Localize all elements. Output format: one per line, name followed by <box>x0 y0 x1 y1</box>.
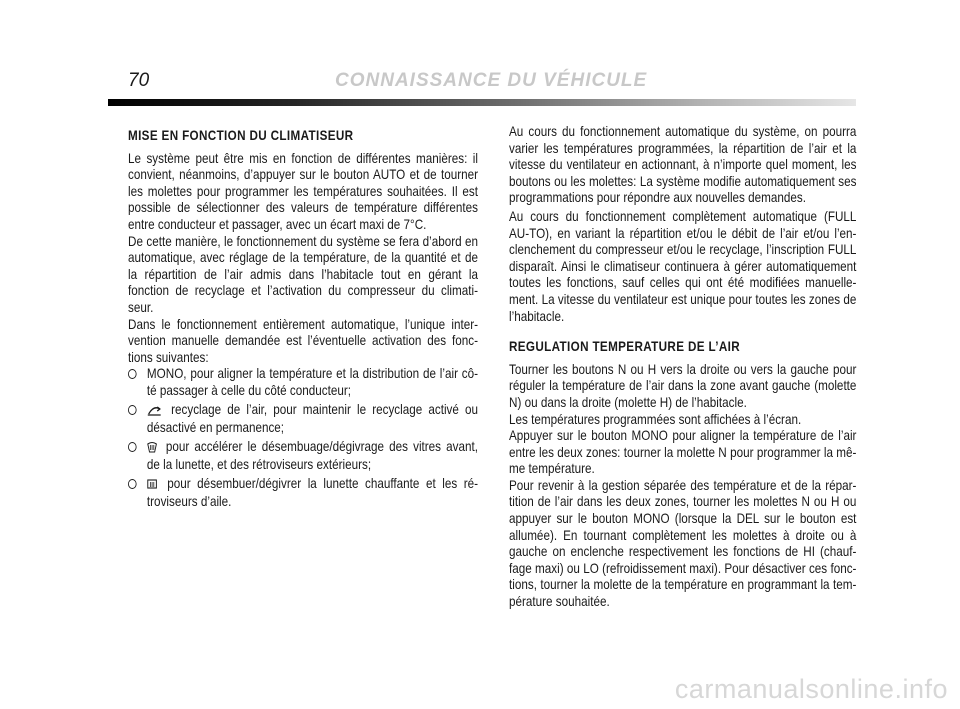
section-heading-regulation: REGULATION TEMPERATURE DE L’AIR <box>509 339 741 355</box>
list-item <box>128 402 478 437</box>
list-item-text: pour désembuer/dégivrer la lunette chauffante et les ré-troviseurs d’aile. <box>146 475 479 510</box>
rear-window-defrost-icon <box>147 478 157 495</box>
paragraph: Tourner les boutons N ou H vers la droite ou vers la gauche pour réguler la température de l’air dans la zone avant gauche (molette N) ou dans la droite (molette H) de l’habitacle. <box>509 361 857 410</box>
function-list <box>128 366 478 511</box>
paragraph: Dans le fonctionnement entièrement automatique, l’unique inter-vention manuelle demandée est l’éventuelle activation des fonc-tions suivantes: <box>128 316 479 365</box>
paragraph: Au cours du fonctionnement automatique du système, on pourra varier les températures programmées, la répartition de l’air et la vitesse du ventilateur en actionnant, à n’importe quel moment, les boutons ou les molettes: La système modifie automatiquement ses programmations pour répondre aux nouvelles demandes. <box>509 124 857 206</box>
recirculation-icon <box>147 404 162 421</box>
list-item-text: recyclage de l’air, pour maintenir le recyclage activé ou désactivé en permanence; <box>146 401 479 436</box>
paragraph: Au cours du fonctionnement complètement automatique (FULL AU-TO), en variant la répartition et/ou le débit de l’air et/ou l’en-clenchement du compresseur et/ou le recyclage, l’inscription FULL disparaît. Ainsi le climatiseur continuera à gérer automatiquement toutes les fonctions, sauf celles qui ont été modifiées manuelle-ment. La vitesse du ventilateur est unique pour toutes les zones de l’habitacle. <box>509 208 857 324</box>
bullet-circle-icon <box>128 405 137 415</box>
header-rule <box>108 99 856 106</box>
left-column <box>128 124 478 513</box>
list-item <box>128 439 478 474</box>
right-column <box>509 124 856 611</box>
paragraph: Pour revenir à la gestion séparée des température et de la répar-tition de l’air dans les deux zones, tourner les molettes N ou H ou appuyer sur le bouton MONO (lorsque la DEL sur le bouton est allumée). En tournant complètement les molettes à droite ou à gauche on enclenche respectivement les fonctions de HI (chauf-fage maxi) ou LO (refroidissement maxi). Pour désactiver ces fonc-tions, tourner la molette de la température en programmant la tem-pérature souhaitée. <box>509 477 857 610</box>
list-item-text: pour accélérer le désembuage/dégivrage des vitres avant, de la lunette, et des rétroviseurs extérieurs; <box>146 438 479 473</box>
bullet-circle-icon <box>128 479 137 489</box>
paragraph: Appuyer sur le bouton MONO pour aligner la température de l’air entre les deux zones: tourner la molette N pour programmer la mê-me température. <box>509 428 857 477</box>
bullet-circle-icon <box>128 369 137 379</box>
running-title: CONNAISSANCE DU VÉHICULE <box>335 70 648 91</box>
paragraph: Les températures programmées sont affichées à l’écran. <box>509 411 802 427</box>
paragraph: De cette manière, le fonctionnement du système se fera d’abord en automatique, avec réglage de la température, de la quantité et de la répartition de l’air admis dans l’habitacle tout en gérant la fonction de recyclage et l’activation du compresseur du climati-seur. <box>128 233 479 315</box>
list-item <box>128 366 478 399</box>
paragraph: Le système peut être mis en fonction de différentes manières: il convient, néanmoins, d’appuyer sur le bouton AUTO et de tourner les molettes pour programmer les températures souhaitées. Il est possible de sélectionner des valeurs de température différentes entre conducteur et passager, avec un écart maxi de 7°C. <box>128 150 479 232</box>
section-heading-climatiseur: MISE EN FONCTION DU CLIMATISEUR <box>128 128 354 143</box>
page-number: 70 <box>128 70 150 91</box>
watermark: carmanualsonline.info <box>674 674 948 704</box>
list-item-text: MONO, pour aligner la température et la distribution de l’air cô-té passager à celle du côté conducteur; <box>146 366 479 398</box>
windscreen-defrost-icon <box>147 441 157 458</box>
bullet-circle-icon <box>128 442 137 452</box>
list-item <box>128 476 478 511</box>
